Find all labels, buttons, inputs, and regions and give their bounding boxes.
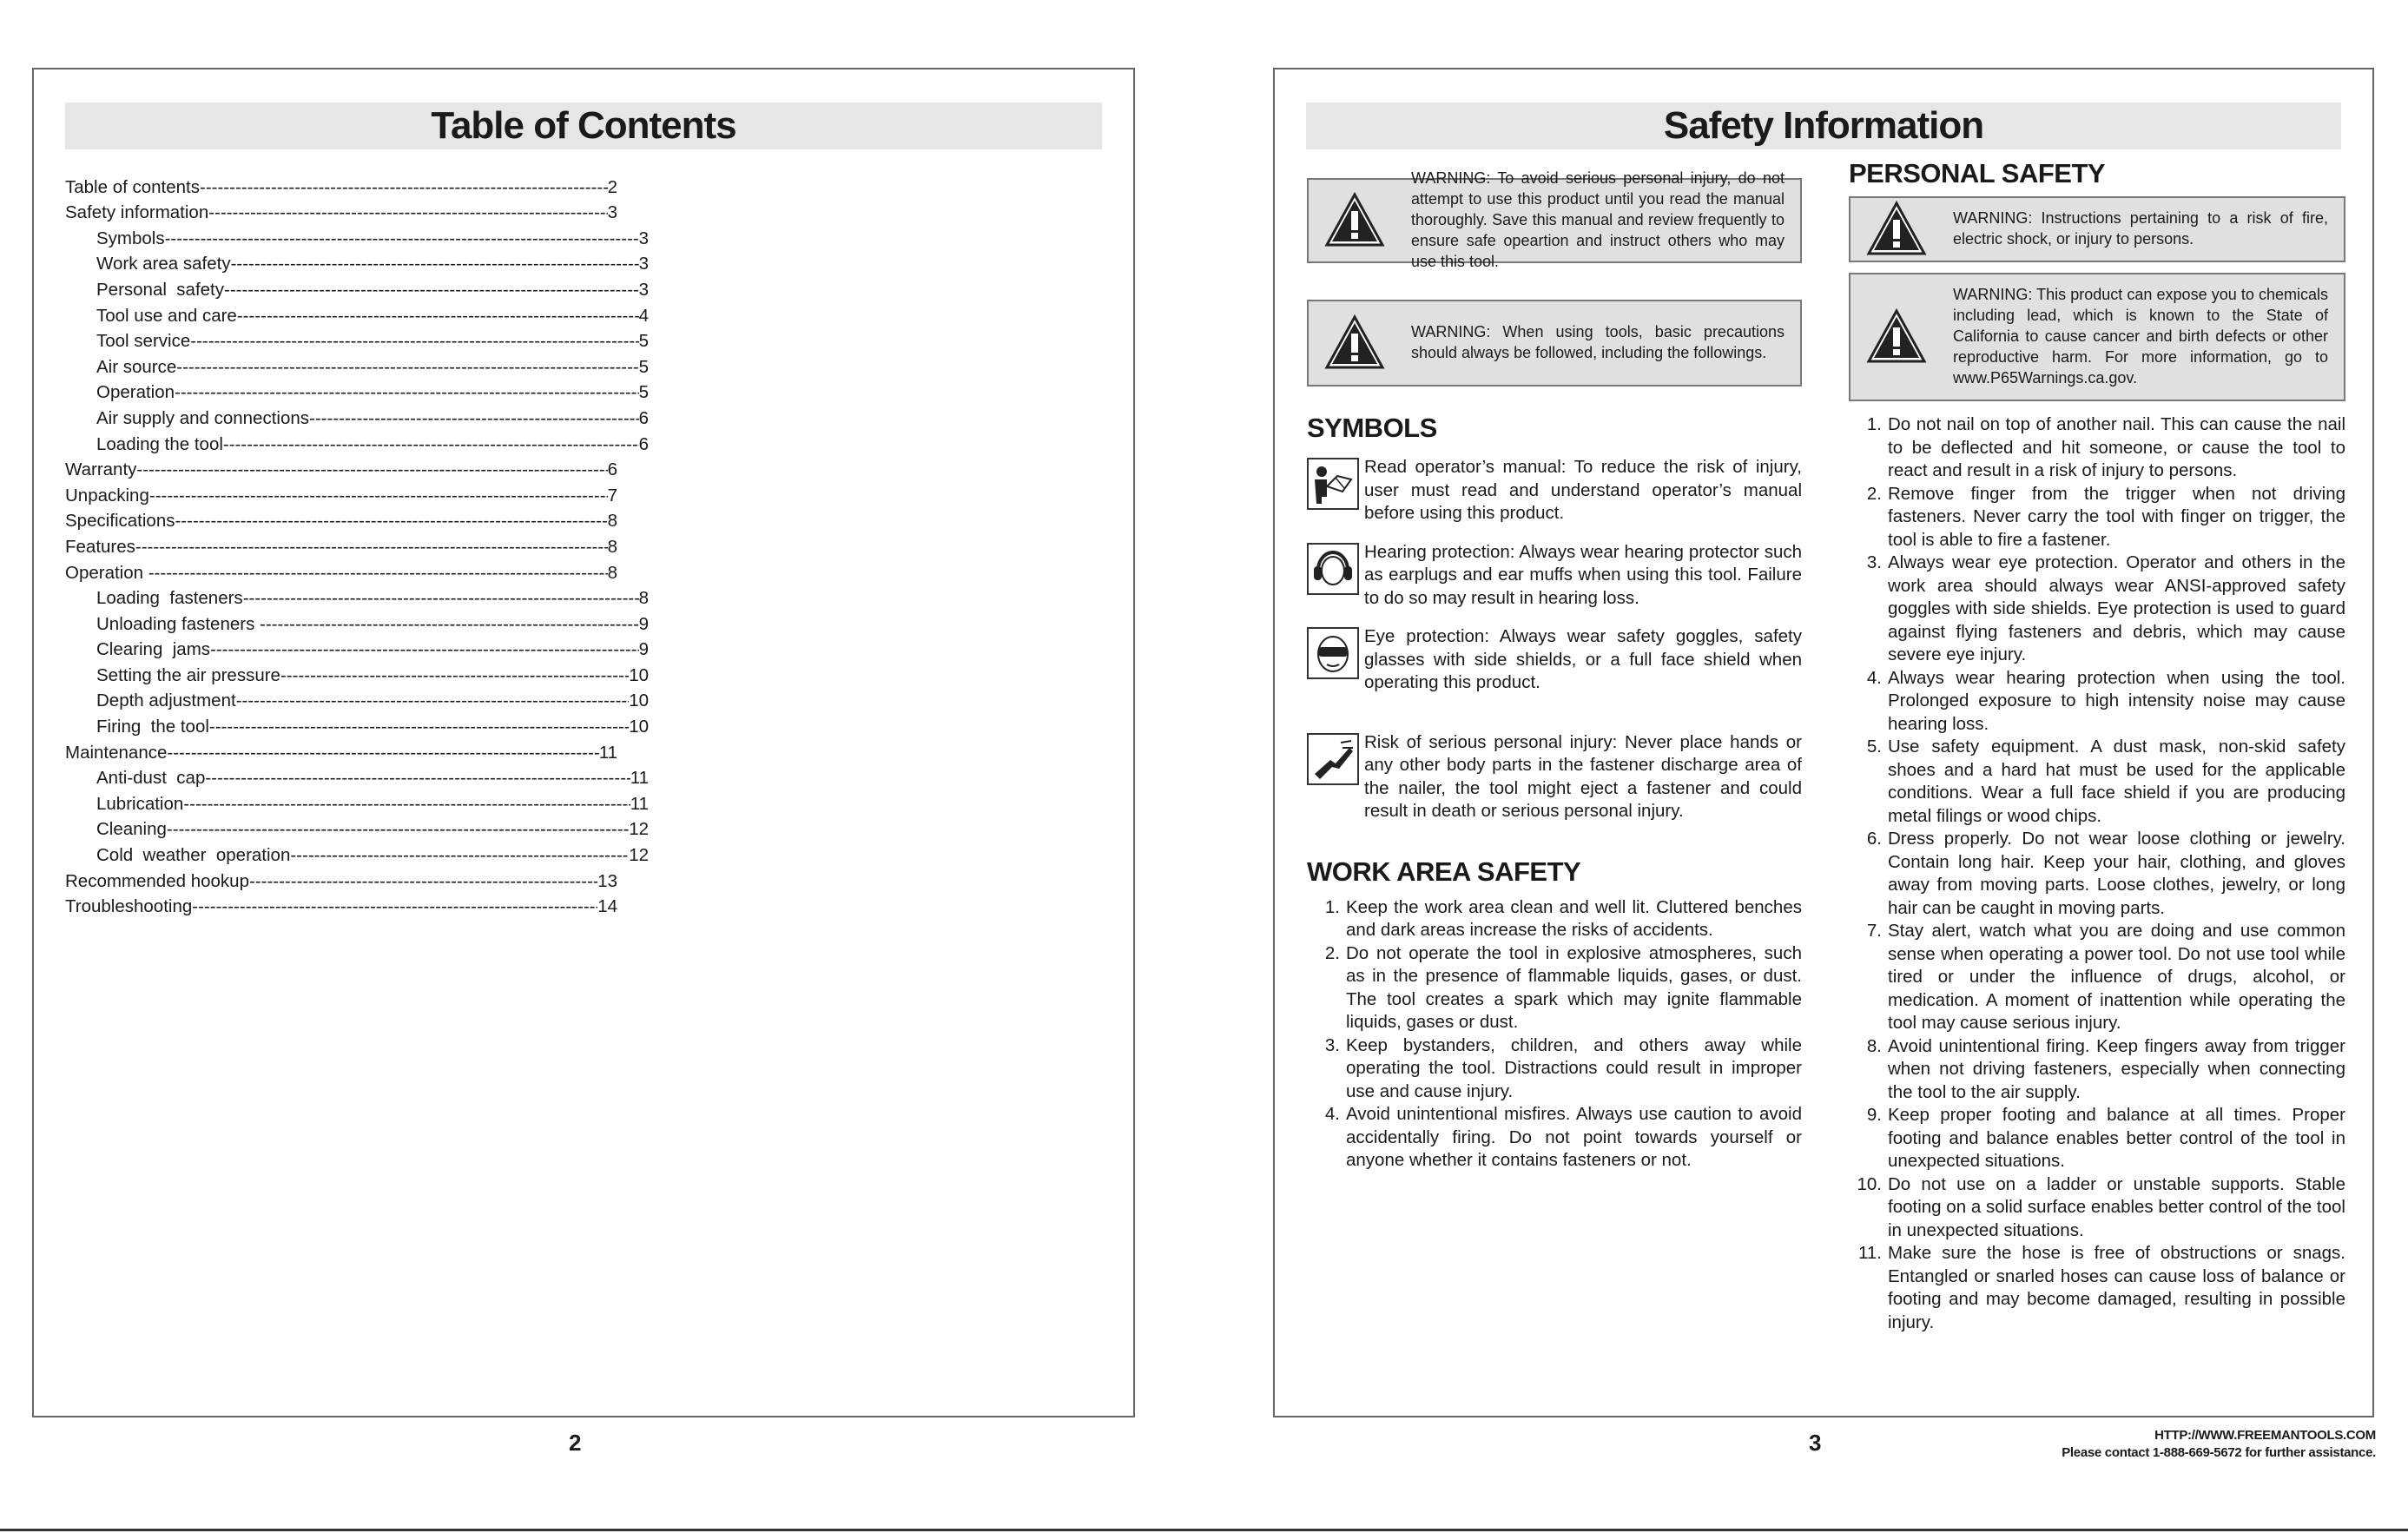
symbol-row [1307,541,1802,611]
toc-entry-page: 8 [607,536,617,557]
toc-entry [65,842,649,868]
toc-entry-page: 3 [607,202,617,223]
toc-entry-page: 12 [629,845,649,866]
list-item-number: 3. [1324,1034,1340,1055]
toc-entry [65,431,649,457]
toc-leader [208,201,607,225]
list-item [1307,1034,1802,1104]
toc-entry-label: Maintenance [65,742,168,763]
toc-entry [65,868,617,894]
phone-contact: Please contact 1-888-669-5672 for further assistance. [2062,1445,2376,1460]
list-item [1307,1103,1802,1173]
warning-box [1849,196,2345,262]
toc-leader [309,406,639,431]
toc-entry-label: Lubrication [96,793,184,814]
list-item-text: Stay alert, watch what you are doing and use common sense when operating a power tool. Do not use tool while tired or under the influence of drugs, alcohol, or medication. A moment of inattention while operating the tool may cause serious injury. [1888,921,2345,1033]
list-item-number: 6. [1866,829,1882,849]
toc-leader [149,484,608,508]
list-item-number: 1. [1866,414,1882,434]
toc-entry-page: 2 [607,176,617,197]
list-item [1849,1242,2345,1334]
toc-entry-label: Air supply and connections [96,407,310,428]
divider [0,1529,2408,1531]
toc-entry [65,200,617,226]
toc-entry [65,354,649,380]
toc-entry-page: 13 [597,870,617,891]
list-item [1307,896,1802,942]
list-item-number: 11. [1858,1243,1882,1263]
hand-injury-icon [1307,733,1359,785]
symbol-description: Eye protection: Always wear safety goggles, safety glasses with side shields, or a full face shield when operating this product. [1364,626,1802,692]
toc-entry-label: Clearing jams [96,639,211,660]
list-item [1849,483,2345,552]
toc-entry-label: Table of contents [65,176,200,197]
toc-leader [183,792,630,816]
toc-entry-page: 10 [629,691,649,711]
toc-entry [65,405,649,431]
toc-entry [65,533,617,559]
toc-leader [260,612,639,637]
symbol-description: Read operator’s manual: To reduce the risk of injury, user must read and understand operator’s manual before using this product. [1364,457,1802,523]
list-item-text: Make sure the hose is free of obstructions or snags. Entangled or snarled hoses can cause loss of balance or footing and may become damaged, resulting in possible injury. [1888,1243,2345,1332]
toc-entry [65,508,617,534]
toc-entry-label: Loading the tool [96,433,223,454]
toc-leader [280,664,629,688]
list-item-text: Keep bystanders, children, and others away while operating the tool. Distractions could result in improper use and cause injury. [1346,1034,1802,1101]
list-item-number: 7. [1866,921,1882,941]
symbol-row [1307,731,1802,823]
list-item-text: Do not nail on top of another nail. This can cause the nail to be deflected and hit someone, or cause the tool to react and result in a risk of injury to persons. [1888,414,2345,480]
toc-entry-label: Safety information [65,202,209,223]
toc-entry-label: Warranty [65,459,137,480]
toc-leader [249,869,597,894]
toc-leader [165,227,639,251]
toc-entry-label: Depth adjustment [96,691,236,711]
toc-leader [236,689,630,713]
toc-entry-label: Troubleshooting [65,896,193,917]
warning-triangle-icon [1324,314,1385,370]
toc-leader [210,638,639,662]
hearing-protection-icon [1307,543,1359,595]
toc-entry-page: 14 [597,896,617,917]
warning-box [1849,273,2345,401]
list-item-text: Use safety equipment. A dust mask, non-skid safety shoes and a hard hat must be used for the applicable conditions. Wear a full face shield if you are producing metal filings or wood chips. [1888,737,2345,826]
list-item-number: 2. [1866,483,1882,504]
list-item [1849,828,2345,920]
toc-entry-label: Firing the tool [96,717,209,737]
toc-leader [190,329,638,354]
list-item-number: 10. [1857,1173,1882,1194]
section-heading: WORK AREA SAFETY [1307,856,1581,887]
toc-leader [224,278,639,302]
toc-entry-label: Unpacking [65,485,149,505]
read-manual-icon [1307,458,1359,510]
warning-box [1307,300,1802,387]
toc-entry-label: Cleaning [96,819,167,840]
list-item-text: Always wear eye protection. Operator and others in the work area should always wear ANSI-approved safety goggles with side shields. Eye protection is used to guard against flying fasteners and debris, which may cause severe eye injury. [1888,552,2345,664]
toc-entry [65,765,649,791]
toc-entry-page: 5 [638,382,649,403]
list-item-number: 3. [1866,552,1882,572]
toc-entry-page: 8 [638,588,649,609]
toc-entry-page: 11 [598,742,617,763]
eye-protection-icon [1307,627,1359,679]
toc-entry-label: Anti-dust cap [96,768,206,789]
toc-leader [192,895,597,919]
list-item-text: Do not operate the tool in explosive atmospheres, such as in the presence of flammable liquids, gases, or dust. The tool creates a spark which may ignite flammable liquids, gases or dust. [1346,942,1802,1032]
toc-leader [148,561,608,585]
toc-entry-page: 8 [607,562,617,583]
warning-text: WARNING: When using tools, basic precautions should always be followed, including the followings. [1411,323,1785,361]
toc-entry-page: 3 [638,254,649,274]
list-item-number: 4. [1324,1104,1340,1124]
list-item-text: Avoid unintentional firing. Keep fingers away from trigger when not driving fasteners, especially when connecting the tool to the air supply. [1888,1035,2345,1102]
toc-entry-page: 5 [638,331,649,352]
right-column [1849,156,2345,1334]
toc-entry-label: Operation [96,382,175,403]
warning-triangle-icon [1324,192,1385,248]
list-item [1849,1173,2345,1243]
toc-entry [65,662,649,688]
toc-leader [135,535,608,559]
toc-leader [231,252,639,276]
warning-triangle-icon [1866,308,1927,364]
toc-entry-label: Work area safety [96,254,231,274]
list-item-number: 4. [1866,667,1882,688]
website-url: HTTP://WWW.FREEMANTOOLS.COM [2154,1428,2376,1443]
toc-leader [136,458,607,482]
list-item [1849,736,2345,828]
page-number: 3 [1809,1430,1822,1456]
toc-entry-page: 6 [607,459,617,480]
footer-contact [2062,1427,2376,1462]
toc-entry [65,790,649,816]
list-item-number: 9. [1866,1105,1882,1125]
toc-entry-label: Features [65,536,135,557]
section-heading: PERSONAL SAFETY [1849,158,2106,188]
symbol-row [1307,456,1802,525]
list-item [1307,942,1802,1034]
symbol-description: Risk of serious personal injury: Never place hands or any other body parts in the fastener discharge area of the nailer, the tool might eject a fastener and could result in death or serious personal injury. [1364,731,1802,821]
list-item-text: Dress properly. Do not wear loose clothing or jewelry. Contain long hair. Keep your hair, clothing, and gloves away from moving parts. Loose clothes, jewelry, or long hair can be caught in moving parts. [1888,829,2345,918]
toc-entry [65,457,617,483]
toc-entry [65,328,649,354]
list-item-number: 5. [1866,737,1882,757]
toc-entry [65,713,649,739]
toc-entry [65,688,649,714]
personal-safety-list [1849,413,2345,1334]
toc-entry [65,276,649,302]
toc-entry-page: 10 [629,664,649,685]
toc-entry-page: 7 [607,485,617,505]
page-title: Table of Contents [65,102,1102,149]
list-item [1849,1104,2345,1173]
left-page [32,68,1135,1417]
toc-entry-page: 4 [638,305,649,326]
toc-leader [243,586,639,611]
toc-entry-page: 11 [630,768,649,789]
toc-leader [209,715,629,739]
toc-entry-label: Specifications [65,511,175,532]
toc-entry-page: 6 [638,433,649,454]
toc-entry [65,739,617,765]
toc-entry-page: 3 [638,228,649,248]
toc-entry-page: 3 [638,279,649,300]
right-page [1273,68,2374,1417]
toc-entry-page: 5 [638,356,649,377]
toc-leader [167,817,629,842]
toc-entry-label: Tool use and care [96,305,237,326]
list-item-text: Keep the work area clean and well lit. Cluttered benches and dark areas increase the risks of accidents. [1346,896,1802,940]
toc-entry-label: Tool service [96,331,191,352]
toc-entry [65,302,649,328]
list-item-text: Always wear hearing protection when using the tool. Prolonged exposure to high intensity noise may cause hearing loss. [1888,667,2345,734]
toc-entry-label: Loading fasteners [96,588,243,609]
list-item [1849,667,2345,737]
list-item [1849,920,2345,1035]
toc-entry [65,251,649,277]
toc-entry-page: 8 [607,511,617,532]
page-number: 2 [569,1430,582,1456]
list-item-number: 2. [1324,942,1340,963]
toc-entry [65,585,649,611]
toc-entry-label: Unloading fasteners [96,613,261,634]
symbol-description: Hearing protection: Always wear hearing protector such as earplugs and ear muffs when using this tool. Failure to do so may result in hearing loss. [1364,541,1802,608]
toc-entry-page: 12 [629,819,649,840]
toc-entry-label: Operation [65,562,148,583]
list-item-text: Do not use on a ladder or unstable supports. Stable footing on a solid surface enables better control of the tool in unexpected situations. [1888,1173,2345,1240]
list-item-text: Remove finger from the trigger when not driving fasteners. Never carry the tool with finger on trigger, the tool is able to fire a fastener. [1888,483,2345,550]
list-item [1849,1035,2345,1105]
toc-entry-label: Cold weather operation [96,845,291,866]
section-heading: SYMBOLS [1307,413,1437,443]
list-item [1849,413,2345,483]
toc-leader [175,509,607,533]
toc-entry [65,611,649,637]
toc-leader [290,843,629,868]
toc-entry-label: Setting the air pressure [96,664,280,685]
toc-leader [167,741,598,765]
toc-entry [65,559,617,585]
toc-entry [65,380,649,406]
toc-leader [175,380,639,405]
toc-entry-label: Symbols [96,228,165,248]
warning-text: WARNING: This product can expose you to chemicals including lead, which is known to the State of California to cause cancer and birth defects or other reproductive harm. For more information, go to www.P65Warnings.ca.gov. [1953,286,2328,387]
list-item-number: 8. [1866,1035,1882,1056]
warning-triangle-icon [1866,201,1927,256]
toc-entry-label: Recommended hookup [65,870,249,891]
toc-entry-label: Air source [96,356,177,377]
toc-entry-page: 10 [629,717,649,737]
warning-text: WARNING: Instructions pertaining to a risk of fire, electric shock, or injury to persons. [1953,209,2328,248]
toc-leader [237,304,639,328]
toc-entry-page: 9 [638,639,649,660]
toc-leader [223,433,639,457]
warning-box [1307,169,1802,270]
toc-entry [65,637,649,663]
toc-entry-label: Personal safety [96,279,224,300]
toc-entry [65,894,617,920]
toc-entry-page: 9 [638,613,649,634]
list-item-text: Keep proper footing and balance at all times. Proper footing and balance enables better control of the tool in unexpected situations. [1888,1105,2345,1171]
toc-entry-page: 6 [638,407,649,428]
toc-entry-page: 11 [630,793,649,814]
toc-entry [65,482,617,508]
list-item [1849,552,2345,667]
toc-entry [65,225,649,251]
toc-entry [65,174,617,200]
page-title: Safety Information [1306,102,2341,149]
symbol-row [1307,625,1802,695]
list-item-number: 1. [1324,896,1340,917]
warning-text: WARNING: To avoid serious personal injury, do not attempt to use this product until you read the manual thoroughly. Save this manual and review frequently to ensure safe opeartion and instruct others who may use this tool. [1411,169,1785,270]
list-item-text: Avoid unintentional misfires. Always use caution to avoid accidentally firing. Do not point towards yourself or anyone whether it contains fasteners or not. [1346,1104,1802,1170]
toc-leader [205,766,630,790]
toc-leader [200,175,608,200]
toc-leader [176,355,638,380]
table-of-contents [65,174,649,919]
work-area-list [1307,896,1802,1173]
toc-entry [65,816,649,842]
left-column [1307,169,1802,1173]
